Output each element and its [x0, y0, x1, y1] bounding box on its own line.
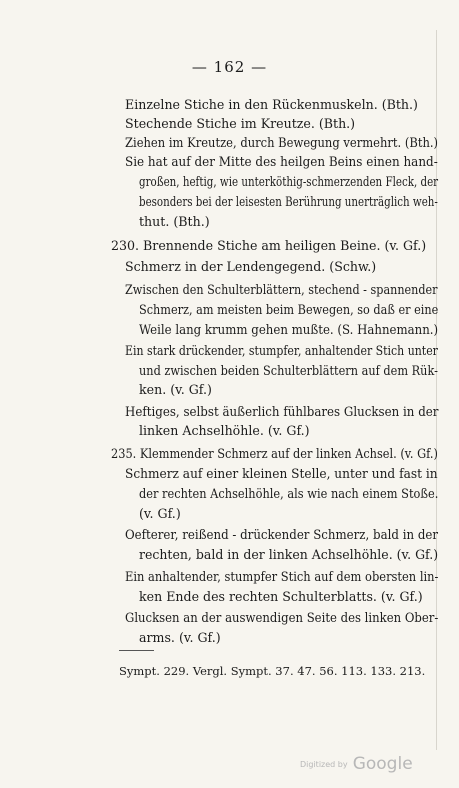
text-line: Schmerz auf einer kleinen Stelle, unter und fast in: [125, 466, 438, 481]
text-line: thut. (Bth.): [139, 214, 210, 229]
text-line: Schmerz in der Lendengegend. (Schw.): [125, 259, 377, 274]
text-line: (v. Gf.): [139, 506, 181, 521]
watermark-prefix: Digitized by: [300, 760, 348, 769]
google-logo: Google: [352, 754, 413, 774]
text-line: Stechende Stiche im Kreutze. (Bth.): [125, 116, 356, 131]
text-line: der rechten Achselhöhle, als wie nach einem Stoße.: [139, 486, 439, 501]
text-line: linken Achselhöhle. (v. Gf.): [139, 423, 310, 438]
text-line: Ziehen im Kreutze, durch Bewegung vermehrt. (Bth.): [125, 135, 439, 150]
digitized-by-google-watermark: [300, 754, 413, 774]
text-line: arms. (v. Gf.): [139, 630, 221, 645]
text-line: rechten, bald in der linken Achselhöhle. (v. Gf.): [139, 547, 439, 562]
text-line: Sie hat auf der Mitte des heilgen Beins einen hand-: [125, 154, 438, 169]
footnote-divider: [119, 650, 154, 651]
text-line: Zwischen den Schulterblättern, stechend - spannender: [125, 282, 438, 297]
text-line: Glucksen an der auswendigen Seite des linken Ober-: [125, 610, 439, 625]
text-line: Ein stark drückender, stumpfer, anhaltender Stich unter: [125, 343, 438, 358]
text-line: Ein anhaltender, stumpfer Stich auf dem obersten lin-: [125, 569, 439, 584]
text-line: ken Ende des rechten Schulterblatts. (v. Gf.): [139, 589, 423, 604]
text-line: besonders bei der leisesten Berührung unerträglich weh-: [139, 194, 438, 209]
text-line: ken. (v. Gf.): [139, 382, 212, 397]
text-line: großen, heftig, wie unterköthig-schmerzenden Fleck, der: [139, 174, 439, 189]
footnote: Sympt. 229. Vergl. Sympt. 37. 47. 56. 113. 133. 213.: [119, 664, 426, 678]
page-number: — 162 —: [191, 58, 268, 76]
text-line: 230. Brennende Stiche am heiligen Beine. (v. Gf.): [111, 238, 427, 253]
text-line: Schmerz, am meisten beim Bewegen, so daß er eine: [139, 302, 439, 317]
text-line: Heftiges, selbst äußerlich fühlbares Glucksen in der: [125, 404, 439, 419]
text-line: und zwischen beiden Schulterblättern auf dem Rük-: [139, 363, 438, 378]
text-line: 235. Klemmender Schmerz auf der linken Achsel. (v. Gf.): [111, 446, 438, 461]
text-line: Oefterer, reißend - drückender Schmerz, bald in der: [125, 527, 439, 542]
text-line: Weile lang krumm gehen mußte. (S. Hahnemann.): [139, 322, 439, 337]
text-line: Einzelne Stiche in den Rückenmuskeln. (Bth.): [125, 97, 418, 112]
